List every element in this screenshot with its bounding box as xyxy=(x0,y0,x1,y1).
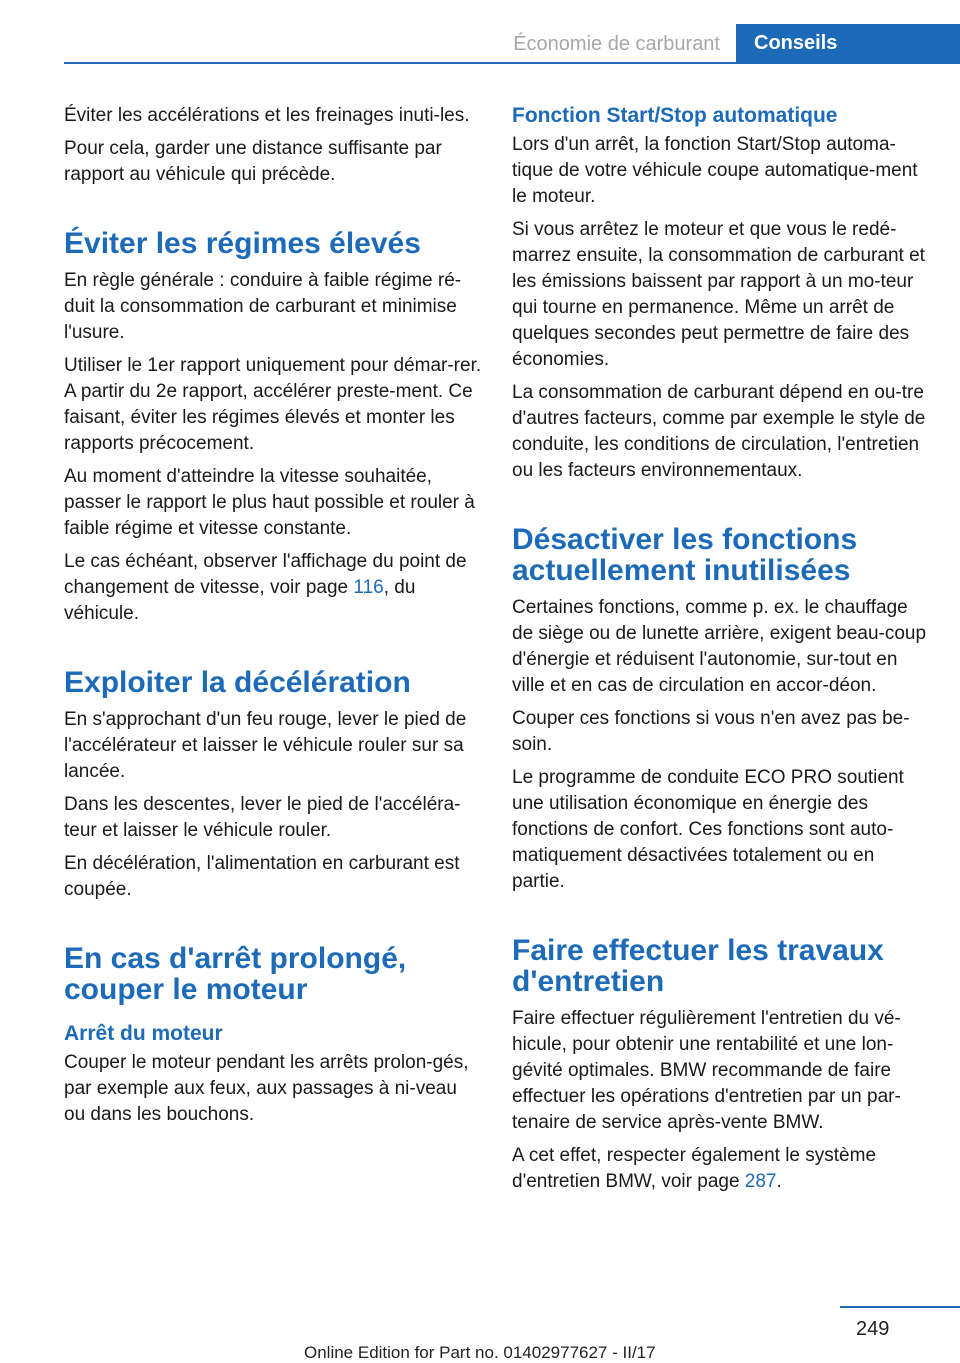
paragraph: Pour cela, garder une distance suffisante par rapport au véhicule qui précède. xyxy=(64,138,442,185)
text: . xyxy=(776,1171,782,1192)
page-number: 249 xyxy=(856,1318,890,1340)
paragraph: Lors d'un arrêt, la fonction Start/Stop automa‐tique de votre véhicule coupe automatique‐ment le moteur. xyxy=(512,134,918,207)
paragraph: En décélération, l'alimentation en carburant est coupée. xyxy=(64,853,460,900)
paragraph: Certaines fonctions, comme p. ex. le chauffage de siège ou de lunette arrière, exigent beau‐coup d'énergie et réduisent l'autonomie, sur‐tout en ville et en cas de circulation en accor‐déon. xyxy=(512,597,927,696)
paragraph: Dans les descentes, lever le pied de l'accéléra‐teur et laisser le véhicule rouler. xyxy=(64,794,461,841)
heading-desactiver: Désactiver les fonctions actuellement inutilisées xyxy=(512,523,858,587)
text: Le cas échéant, observer l'affichage du point de changement de vitesse, voir page xyxy=(64,551,467,598)
paragraph: Éviter les accélérations et les freinages inuti‐les. xyxy=(64,105,470,126)
heading-entretien: Faire effectuer les travaux d'entretien xyxy=(512,934,884,998)
header-rule xyxy=(64,62,960,64)
heading-regimes: Éviter les régimes élevés xyxy=(64,227,421,260)
paragraph: Le programme de conduite ECO PRO soutient une utilisation économique en énergie des fonctions de confort. Ces fonctions sont auto‐matiquement désactivées totalement ou en partie. xyxy=(512,767,904,892)
paragraph: Couper le moteur pendant les arrêts prolon‐gés, par exemple aux feux, aux passages à ni‐veau ou dans les bouchons. xyxy=(64,1052,469,1125)
paragraph: Couper ces fonctions si vous n'en avez pas be‐soin. xyxy=(512,708,910,755)
paragraph: Au moment d'atteindre la vitesse souhaitée, passer le rapport le plus haut possible et rouler à faible régime et vitesse constante. xyxy=(64,466,475,539)
heading-arret-prolonge: En cas d'arrêt prolongé, couper le moteur xyxy=(64,942,407,1006)
section-title: Économie de carburant xyxy=(513,33,720,55)
paragraph: Utiliser le 1er rapport uniquement pour démar‐rer. A partir du 2e rapport, accélérer preste‐ment. Ce faisant, éviter les régimes élevés et monter les rapports précocement. xyxy=(64,355,482,454)
subheading-arret-moteur: Arrêt du moteur xyxy=(64,1022,223,1045)
paragraph: En s'approchant d'un feu rouge, lever le pied de l'accélérateur et laisser le véhicule rouler sur sa lancée. xyxy=(64,709,467,782)
text: , du véhicule. xyxy=(64,577,416,624)
paragraph: La consommation de carburant dépend en ou‐tre d'autres facteurs, comme par exemple le style de conduite, les conditions de circulation, l'entretien ou les facteurs environnementaux. xyxy=(512,382,926,481)
edition-footer: Online Edition for Part no. 01402977627 - II/17 xyxy=(304,1343,656,1362)
text: A cet effet, respecter également le système d'entretien BMW, voir page xyxy=(512,1145,877,1192)
footer-rule xyxy=(840,1306,960,1308)
chapter-tab: Conseils xyxy=(736,24,960,62)
paragraph xyxy=(64,549,482,627)
paragraph: Si vous arrêtez le moteur et que vous le redé‐marrez ensuite, la consommation de carburant et les émissions baissent par rapport à un mo‐teur qui tourne en permanence. Même un arrêt de quelques secondes peut permettre de faire des économies. xyxy=(512,219,925,370)
subheading-start-stop: Fonction Start/Stop automatique xyxy=(512,104,838,127)
paragraph xyxy=(512,1143,930,1195)
page-link-116[interactable]: 116 xyxy=(353,577,384,598)
page-link-287[interactable]: 287 xyxy=(744,1171,777,1192)
paragraph: En règle générale : conduire à faible régime ré‐duit la consommation de carburant et minimise l'usure. xyxy=(64,270,462,343)
right-column xyxy=(512,103,930,1202)
left-column xyxy=(64,103,482,1135)
heading-deceleration: Exploiter la décélération xyxy=(64,666,411,699)
paragraph: Faire effectuer régulièrement l'entretien du vé‐hicule, pour obtenir une rentabilité et une lon‐gévité optimales. BMW recommande de faire effectuer les opérations d'entretien par un par‐tenaire de service après-vente BMW. xyxy=(512,1008,901,1133)
